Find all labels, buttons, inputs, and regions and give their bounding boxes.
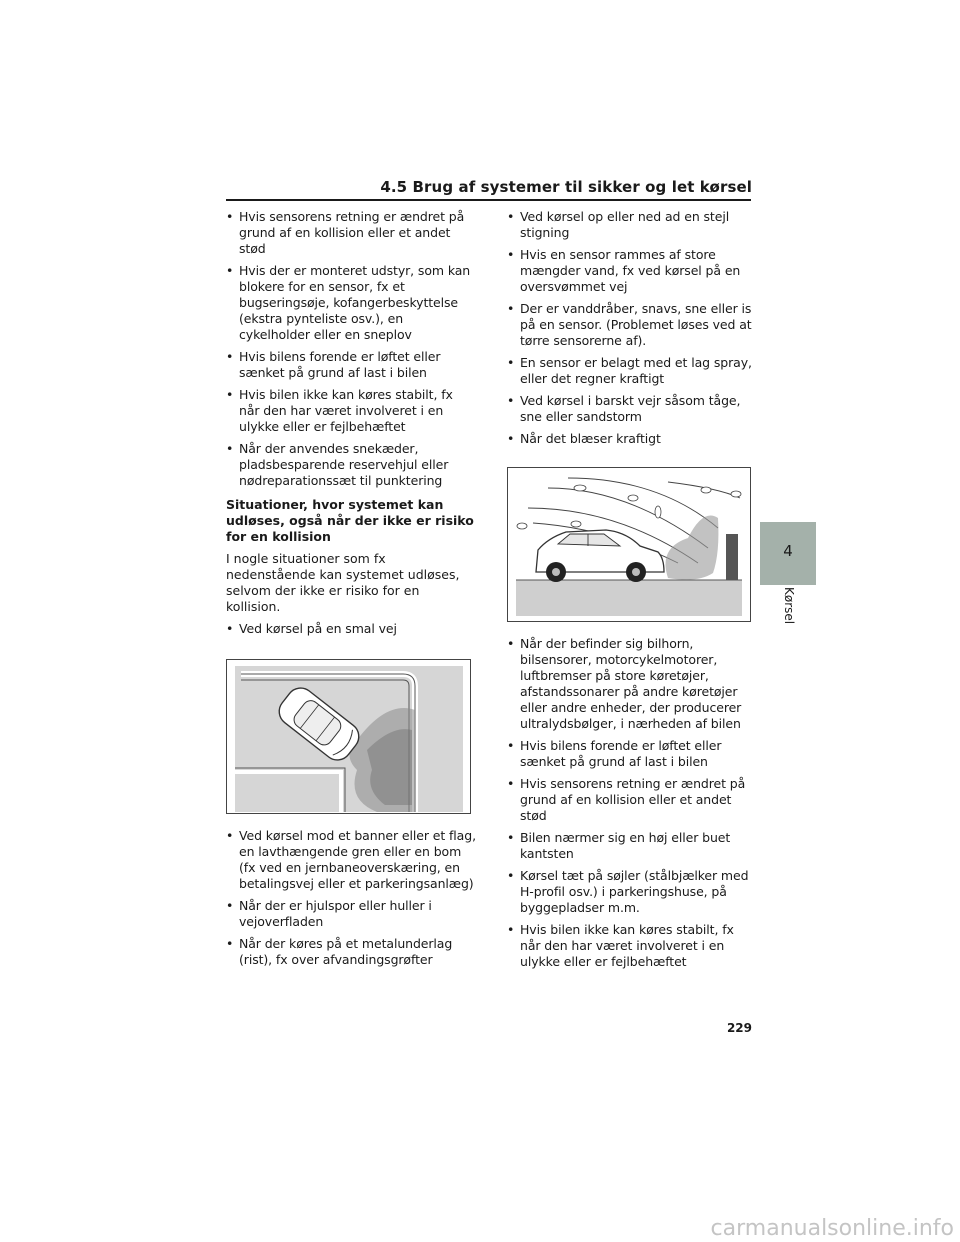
intro-paragraph: I nogle situationer som fx nedenstående kan systemet udløses, selvom der ikke er risiko for en kollision. bbox=[226, 551, 460, 614]
left-bullets-bottom bbox=[226, 828, 476, 968]
bullet-text: Kørsel tæt på søjler (stålbjælker med H-profil osv.) i parkeringshuse, på byggepladser m.m. bbox=[520, 868, 749, 915]
bullet-glyph: • bbox=[507, 209, 515, 224]
bullet-text: Når der befinder sig bilhorn, bilsensorer, motorcykelmotorer, luftbremser på store køretøjer, afstandssonarer på andre køretøjer eller andre enheder, der producerer ultralydsbølger, i nærheden af bilen bbox=[520, 636, 742, 731]
subheading: Situationer, hvor systemet kan udløses, også når der ikke er risiko for en kollision bbox=[226, 497, 474, 544]
bullet-glyph: • bbox=[507, 738, 515, 753]
bullet-glyph: • bbox=[507, 355, 515, 370]
bullet-text: Når der er hjulspor eller huller i vejoverfladen bbox=[239, 898, 432, 929]
bullet-glyph: • bbox=[226, 209, 234, 224]
chapter-label: Kørsel bbox=[782, 587, 796, 625]
bullet-text: Hvis der er monteret udstyr, som kan blokere for en sensor, fx et bugseringsøje, kofangerbeskyttelse (ekstra pynteliste osv.), en cykelholder eller en sneplov bbox=[239, 263, 471, 342]
bullet-item bbox=[226, 387, 476, 435]
bullet-text: Ved kørsel i barskt vejr såsom tåge, sne eller sandstorm bbox=[520, 393, 741, 424]
narrow-road-illustration bbox=[226, 659, 471, 814]
bullet-item bbox=[507, 393, 757, 425]
bullet-text: Ved kørsel på en smal vej bbox=[239, 621, 397, 636]
left-bullets-mid bbox=[226, 621, 476, 637]
bullet-glyph: • bbox=[507, 776, 515, 791]
right-bullets-bottom bbox=[507, 636, 757, 970]
bullet-item bbox=[507, 776, 757, 824]
bullet-item bbox=[507, 209, 757, 241]
bullet-glyph: • bbox=[507, 393, 515, 408]
bullet-text: Hvis en sensor rammes af store mængder vand, fx ved kørsel på en oversvømmet vej bbox=[520, 247, 741, 294]
bullet-text: Hvis bilen ikke kan køres stabilt, fx når den har været involveret i en ulykke eller er fejlbehæftet bbox=[520, 922, 734, 969]
bullet-item bbox=[507, 830, 757, 862]
bullet-item bbox=[226, 898, 476, 930]
bullet-glyph: • bbox=[507, 431, 515, 446]
bullet-glyph: • bbox=[507, 247, 515, 262]
bullet-item bbox=[226, 828, 476, 892]
bullet-item bbox=[507, 922, 757, 970]
section-title: 4.5 Brug af systemer til sikker og let kørsel bbox=[380, 178, 752, 196]
right-column bbox=[507, 209, 757, 976]
strong-wind-illustration bbox=[507, 467, 751, 622]
bullet-item bbox=[507, 738, 757, 770]
bullet-glyph: • bbox=[226, 621, 234, 636]
bullet-glyph: • bbox=[226, 828, 234, 843]
left-column bbox=[226, 209, 476, 974]
bullet-item bbox=[226, 936, 476, 968]
bullet-item bbox=[507, 247, 757, 295]
bullet-glyph: • bbox=[507, 922, 515, 937]
bullet-glyph: • bbox=[226, 263, 234, 278]
bullet-item bbox=[507, 431, 757, 447]
right-bullets-top bbox=[507, 209, 757, 447]
bullet-text: En sensor er belagt med et lag spray, eller det regner kraftigt bbox=[520, 355, 752, 386]
bullet-text: Hvis bilens forende er løftet eller sænket på grund af last i bilen bbox=[520, 738, 722, 769]
bullet-text: Hvis sensorens retning er ændret på grund af en kollision eller et andet stød bbox=[239, 209, 465, 256]
bullet-text: Hvis bilens forende er løftet eller sænket på grund af last i bilen bbox=[239, 349, 441, 380]
bullet-text: Hvis bilen ikke kan køres stabilt, fx når den har været involveret i en ulykke eller er fejlbehæftet bbox=[239, 387, 453, 434]
bullet-glyph: • bbox=[226, 936, 234, 951]
bullet-text: Når der køres på et metalunderlag (rist), fx over afvandingsgrøfter bbox=[239, 936, 453, 967]
bullet-item bbox=[507, 868, 757, 916]
bullet-text: Ved kørsel mod et banner eller et flag, en lavthængende gren eller en bom (fx ved en jernbaneoverskæring, en betalingsvej eller et parkeringsanlæg) bbox=[239, 828, 476, 891]
bullet-glyph: • bbox=[226, 349, 234, 364]
bullet-item bbox=[507, 636, 757, 732]
header-rule bbox=[226, 199, 751, 201]
chapter-tab bbox=[760, 522, 816, 585]
bullet-text: Når det blæser kraftigt bbox=[520, 431, 661, 446]
bullet-glyph: • bbox=[226, 898, 234, 913]
bullet-text: Hvis sensorens retning er ændret på grund af en kollision eller et andet stød bbox=[520, 776, 746, 823]
bullet-glyph: • bbox=[507, 868, 515, 883]
left-bullets-top bbox=[226, 209, 476, 489]
bullet-text: Bilen nærmer sig en høj eller buet kantsten bbox=[520, 830, 731, 861]
page-number: 229 bbox=[726, 1021, 752, 1035]
bullet-glyph: • bbox=[226, 387, 234, 402]
bullet-glyph: • bbox=[507, 301, 515, 316]
chapter-number: 4 bbox=[783, 542, 793, 560]
bullet-item bbox=[226, 209, 476, 257]
bullet-item bbox=[507, 355, 757, 387]
bullet-item bbox=[226, 263, 476, 343]
bullet-item bbox=[226, 349, 476, 381]
bullet-text: Når der anvendes snekæder, pladsbesparende reservehjul eller nødreparationssæt til punktering bbox=[239, 441, 449, 488]
bullet-glyph: • bbox=[226, 441, 234, 456]
bullet-glyph: • bbox=[507, 636, 515, 651]
bullet-text: Ved kørsel op eller ned ad en stejl stigning bbox=[520, 209, 730, 240]
watermark-text: carmanualsonline.info bbox=[710, 1216, 954, 1241]
bullet-glyph: • bbox=[507, 830, 515, 845]
bullet-item bbox=[507, 301, 757, 349]
bullet-item bbox=[226, 441, 476, 489]
bullet-item bbox=[226, 621, 476, 637]
bullet-text: Der er vanddråber, snavs, sne eller is på en sensor. (Problemet løses ved at tørre sensorerne af). bbox=[520, 301, 752, 348]
